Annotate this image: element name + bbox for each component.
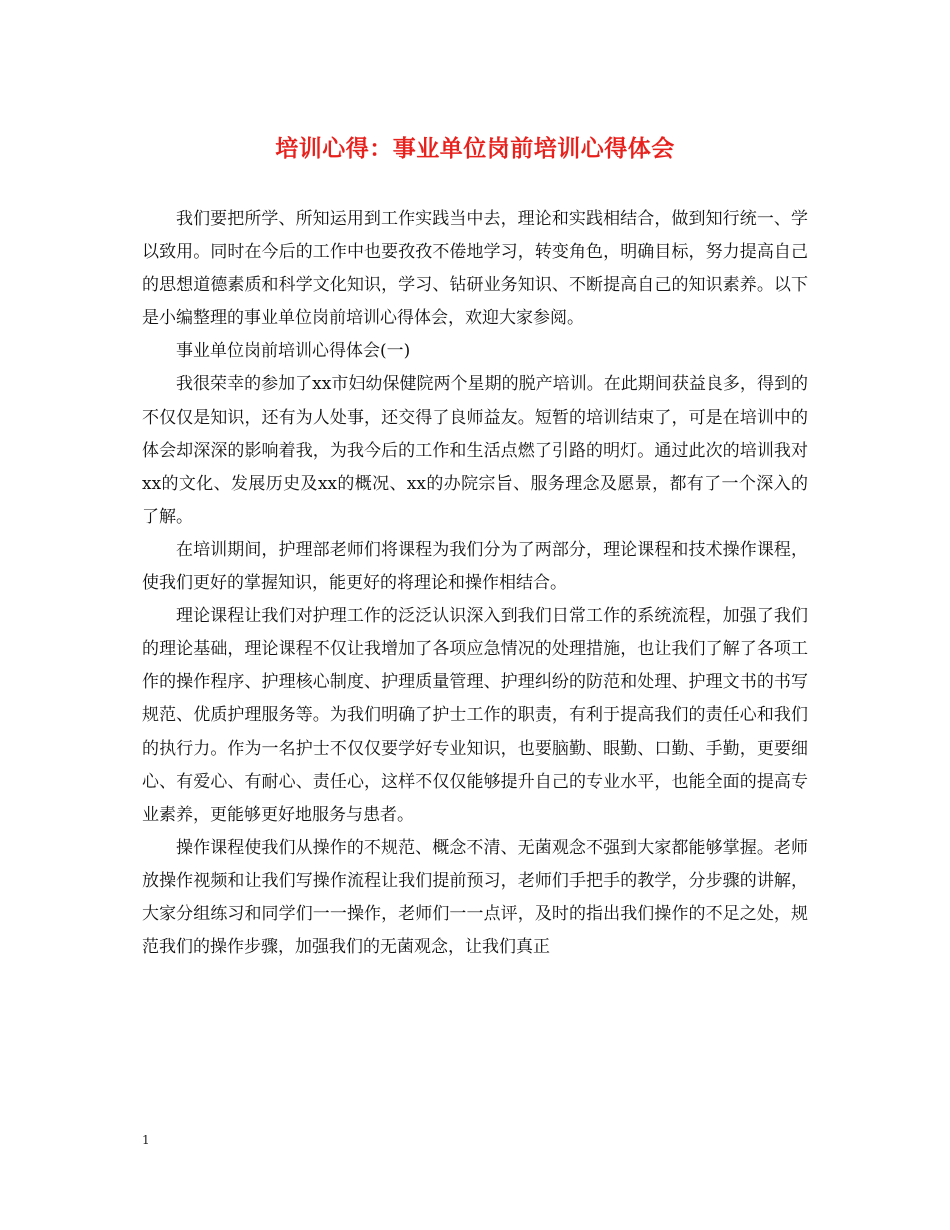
paragraph-intro: 我们要把所学、所知运用到工作实践当中去，理论和实践相结合，做到知行统一、学以致用。同时在今后的工作中也要孜孜不倦地学习，转变角色，明确目标，努力提高自己的思想道德素质和科学文化知识，学习、钻研业务知识、不断提高自己的知识素养。以下是小编整理的事业单位岗前培训心得体会，欢迎大家参阅。 bbox=[142, 209, 808, 329]
paragraph-theory-course: 理论课程让我们对护理工作的泛泛认识深入到我们日常工作的系统流程，加强了我们的理论基础，理论课程不仅让我增加了各项应急情况的处理措施，也让我们了解了各项工作的操作程序、护理核心制度、护理质量管理、护理纠纷的防范和处理、护理文书的书写规范、优质护理服务等。为我们明确了护士工作的职责，有利于提高我们的责任心和我们的执行力。作为一名护士不仅仅要学好专业知识，也要脑勤、眼勤、口勤、手勤，更要细心、有爱心、有耐心、责任心，这样不仅仅能够提升自己的专业水平，也能全面的提高专业素养，更能够更好地服务与患者。 bbox=[142, 606, 808, 825]
document-body bbox=[142, 203, 808, 964]
page-number: 1 bbox=[142, 1133, 150, 1147]
paragraph-operation-course: 操作课程使我们从操作的不规范、概念不清、无菌观念不强到大家都能够掌握。老师放操作视频和让我们写操作流程让我们提前预习，老师们手把手的教学，分步骤的讲解，大家分组练习和同学们一一操作，老师们一一点评，及时的指出我们操作的不足之处，规范我们的操作步骤，加强我们的无菌观念，让我们真正 bbox=[142, 837, 808, 958]
paragraph-training: 我很荣幸的参加了xx市妇幼保健院两个星期的脱产培训。在此期间获益良多，得到的不仅仅是知识，还有为人处事，还交得了良师益友。短暂的培训结束了，可是在培训中的体会却深深的影响着我，为我今后的工作和生活点燃了引路的明灯。通过此次的培训我对xx的文化、发展历史及xx的概况、xx的办院宗旨、服务理念及愿景，都有了一个深入的了解。 bbox=[142, 374, 808, 527]
section-heading: 事业单位岗前培训心得体会(一) bbox=[176, 341, 411, 362]
paragraph-course-division: 在培训期间，护理部老师们将课程为我们分为了两部分，理论课程和技术操作课程，使我们更好的掌握知识，能更好的将理论和操作相结合。 bbox=[142, 539, 808, 594]
document-title: 培训心得：事业单位岗前培训心得体会 bbox=[275, 135, 675, 162]
